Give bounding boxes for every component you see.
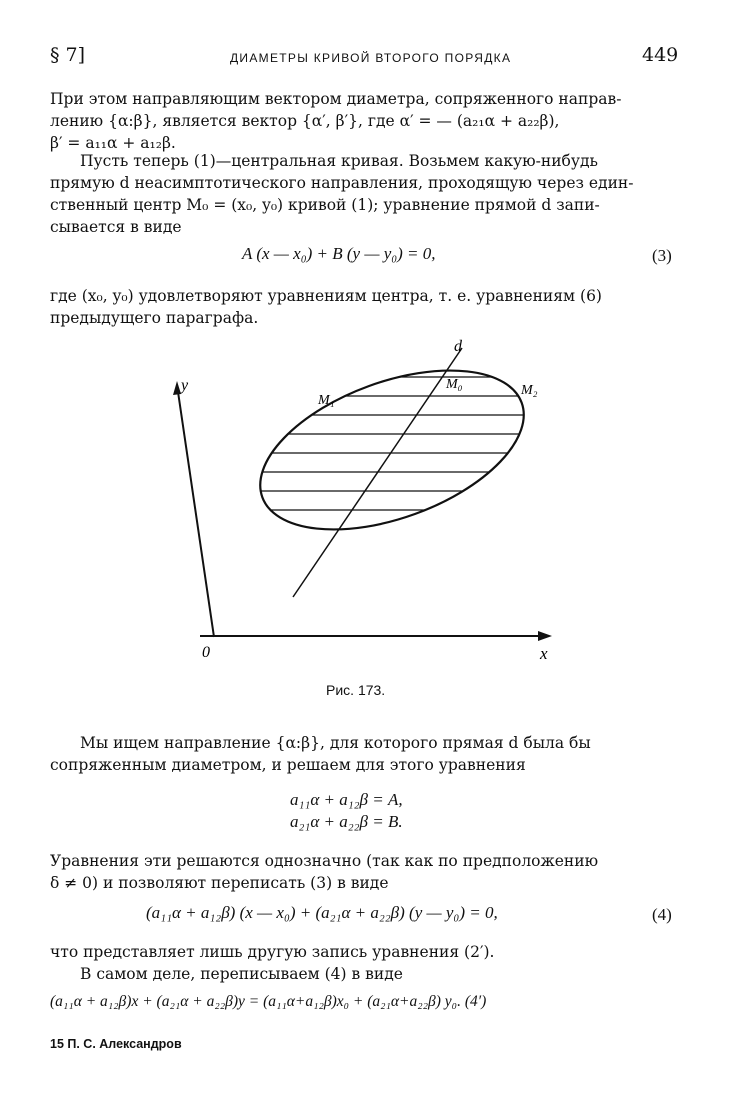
label-x: x xyxy=(540,644,548,663)
equation-4-prime: (a₁₁α + a₁₂β)x + (a₂₁α + a₂₂β)y = (a₁₁α+a₁₂β)x₀ + (a₂₁α+a₂₂β) y₀. (4′) xyxy=(50,993,487,1010)
paragraph-6 xyxy=(50,941,680,985)
text-line: где (x₀, y₀) удовлетворяют уравнениям центра, т. е. уравнениям (6) xyxy=(50,287,602,305)
label-y: y xyxy=(181,377,189,394)
text-line: лению {α:β}, является вектор {α′, β′}, где α′ = — (a₂₁α + a₂₂β), xyxy=(50,112,560,130)
equation-system-2: a₂₁α + a₂₂β = B. xyxy=(290,812,403,831)
text-line: Уравнения эти решаются однозначно (так как по предположению xyxy=(50,852,599,870)
text-line: что представляет лишь другую запись уравнения (2′). xyxy=(50,943,495,961)
label-m1: M₁ xyxy=(318,393,335,408)
y-axis xyxy=(177,385,214,637)
y-axis-arrow xyxy=(173,381,181,395)
text-line: δ ≠ 0) и позволяют переписать (3) в виде xyxy=(50,874,389,892)
label-d: d xyxy=(454,338,462,355)
equation-4-number: (4) xyxy=(652,905,672,924)
text-line: В самом деле, переписываем (4) в виде xyxy=(80,965,403,983)
section-label: § 7] xyxy=(50,44,86,66)
running-title: ДИАМЕТРЫ КРИВОЙ ВТОРОГО ПОРЯДКА xyxy=(230,51,512,65)
equation-3: A (x — x₀) + B (y — y₀) = 0, xyxy=(242,244,436,263)
paragraph-3 xyxy=(50,285,680,329)
text-line: ственный центр M₀ = (x₀, y₀) кривой (1); уравнение прямой d запи- xyxy=(50,196,600,214)
paragraph-2 xyxy=(50,150,680,238)
equation-3-number: (3) xyxy=(652,246,672,265)
page-number: 449 xyxy=(642,44,679,66)
equation-4: (a₁₁α + a₁₂β) (x — x₀) + (a₂₁α + a₂₂β) (y — y₀) = 0, xyxy=(146,903,498,922)
label-origin: 0 xyxy=(202,644,210,661)
x-axis-arrow xyxy=(538,631,552,641)
figure-173 xyxy=(0,335,729,675)
paragraph-4 xyxy=(50,732,680,776)
figure-caption: Рис. 173. xyxy=(326,682,386,698)
label-m0: M₀ xyxy=(446,377,463,392)
text-line: При этом направляющим вектором диаметра, сопряженного направ- xyxy=(50,90,622,108)
text-line: Мы ищем направление {α:β}, для которого прямая d была бы xyxy=(80,734,591,752)
text-line: сопряженным диаметром, и решаем для этого уравнения xyxy=(50,756,526,774)
text-line: предыдущего параграфа. xyxy=(50,309,259,327)
text-line: сывается в виде xyxy=(50,218,182,236)
footer-signature: 15 П. С. Александров xyxy=(50,1037,182,1051)
text-line: прямую d неасимптотического направления, проходящую через един- xyxy=(50,174,634,192)
text-line: Пусть теперь (1)—центральная кривая. Возьмем какую-нибудь xyxy=(80,152,598,170)
paragraph-5 xyxy=(50,850,680,894)
paragraph-1 xyxy=(50,88,680,154)
label-m2: M₂ xyxy=(521,383,538,398)
text-line: β′ = a₁₁α + a₁₂β. xyxy=(50,134,176,152)
equation-system-1: a₁₁α + a₁₂β = A, xyxy=(290,790,403,809)
